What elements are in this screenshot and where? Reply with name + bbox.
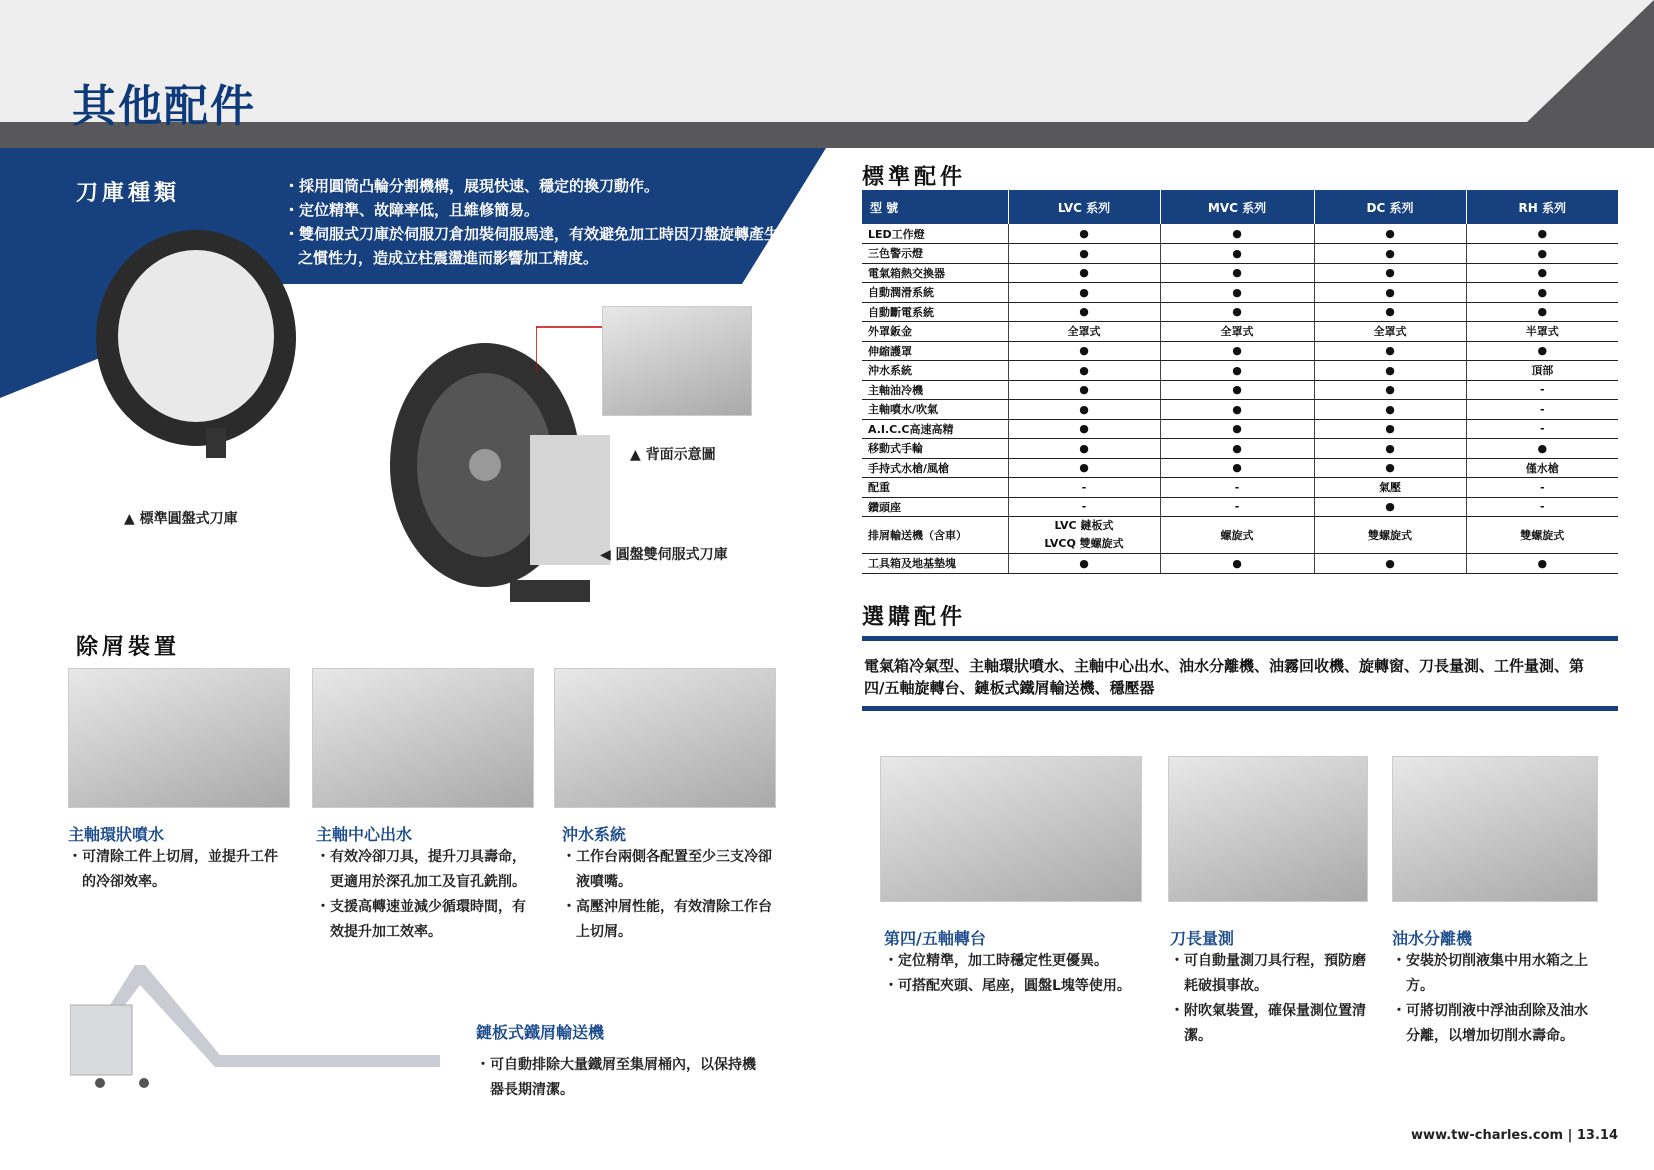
table-row bbox=[862, 554, 1618, 574]
toolmag-bullets bbox=[284, 174, 784, 270]
table-cell: - bbox=[1008, 478, 1160, 498]
conveyor-block bbox=[476, 1020, 766, 1103]
feature-title: 油水分離機 bbox=[1392, 929, 1473, 948]
feature-body bbox=[1170, 949, 1366, 1049]
table-cell: - bbox=[1466, 419, 1618, 439]
table-cell: ● bbox=[1008, 419, 1160, 439]
table-cell: ● bbox=[1008, 554, 1160, 574]
table-header-cell: 型 號 bbox=[862, 190, 1008, 224]
table-row bbox=[862, 244, 1618, 264]
table-cell: ● bbox=[1008, 439, 1160, 459]
table-cell: ● bbox=[1314, 263, 1466, 283]
table-cell: 頂部 bbox=[1466, 361, 1618, 381]
page-title: 其他配件 bbox=[72, 81, 256, 132]
table-cell: ● bbox=[1314, 497, 1466, 517]
table-cell: ● bbox=[1160, 439, 1314, 459]
table-cell: ● bbox=[1160, 419, 1314, 439]
table-cell: 全罩式 bbox=[1160, 322, 1314, 342]
table-cell: ● bbox=[1008, 224, 1160, 244]
caption-standard-magazine: ▲ 標準圓盤式刀庫 bbox=[124, 511, 238, 527]
table-row bbox=[862, 380, 1618, 400]
feature-bullet: ・附吹氣裝置，確保量測位置清潔。 bbox=[1170, 1003, 1366, 1044]
table-cell: ● bbox=[1008, 400, 1160, 420]
conveyor-title: 鏈板式鐵屑輸送機 bbox=[476, 1023, 605, 1042]
table-row-label: 主軸噴水/吹氣 bbox=[862, 400, 1008, 420]
table-row bbox=[862, 497, 1618, 517]
table-row bbox=[862, 419, 1618, 439]
table-row-label: LED工作燈 bbox=[862, 224, 1008, 244]
table-cell: ● bbox=[1314, 439, 1466, 459]
toolmag-bullet: ・雙伺服式刀庫於伺服刀倉加裝伺服馬達，有效避免加工時因刀盤旋轉產生之慣性力，造成立柱震盪進而影響加工精度。 bbox=[284, 225, 780, 267]
table-row bbox=[862, 517, 1618, 554]
standard-accessories-table bbox=[862, 190, 1618, 574]
spindle-ring-coolant-image bbox=[68, 668, 290, 808]
table-row-label: 三色警示燈 bbox=[862, 244, 1008, 264]
back-view-image bbox=[602, 306, 752, 416]
table-cell: ● bbox=[1008, 341, 1160, 361]
conveyor-bullet: ・可自動排除大量鐵屑至集屑桶內，以保持機器長期清潔。 bbox=[476, 1057, 756, 1098]
optional-title: 選購配件 bbox=[862, 605, 967, 630]
feature-bullet: ・定位精準，加工時穩定性更優異。 bbox=[884, 953, 1108, 969]
chip-item-3 bbox=[562, 822, 782, 945]
table-cell: ● bbox=[1314, 283, 1466, 303]
table-row-label: 鑽頭座 bbox=[862, 497, 1008, 517]
table-row bbox=[862, 224, 1618, 244]
table-cell: ● bbox=[1314, 361, 1466, 381]
chip-item-body bbox=[562, 845, 782, 945]
table-cell: ● bbox=[1160, 458, 1314, 478]
table-cell: 氣壓 bbox=[1314, 478, 1466, 498]
table-cell: ● bbox=[1466, 439, 1618, 459]
table-cell: 僅水槍 bbox=[1466, 458, 1618, 478]
table-cell: ● bbox=[1160, 400, 1314, 420]
table-row-label: 沖水系統 bbox=[862, 361, 1008, 381]
table-header-cell: LVC 系列 bbox=[1008, 190, 1160, 224]
table-cell: ● bbox=[1314, 458, 1466, 478]
conveyor-body bbox=[476, 1053, 766, 1103]
feature-bullet: ・可搭配夾頭、尾座，圓盤L塊等使用。 bbox=[884, 978, 1131, 994]
table-cell: ● bbox=[1314, 419, 1466, 439]
table-cell: 雙螺旋式 bbox=[1314, 517, 1466, 554]
chip-item-bullet: ・支援高轉速並減少循環時間，有效提升加工效率。 bbox=[316, 899, 526, 940]
table-cell: ● bbox=[1314, 380, 1466, 400]
table-header-cell: MVC 系列 bbox=[1160, 190, 1314, 224]
table-row bbox=[862, 439, 1618, 459]
table-cell: ● bbox=[1160, 224, 1314, 244]
chip-item-title: 主軸環狀噴水 bbox=[68, 825, 165, 844]
table-row bbox=[862, 341, 1618, 361]
table-row-label: 電氣箱熱交換器 bbox=[862, 263, 1008, 283]
chip-item-1 bbox=[68, 822, 288, 895]
table-cell: ● bbox=[1314, 341, 1466, 361]
table-row-label: 伸縮護罩 bbox=[862, 341, 1008, 361]
feature-1 bbox=[884, 926, 1152, 999]
toolmag-bullet: ・採用圓筒凸輪分割機構，展現快速、穩定的換刀動作。 bbox=[284, 177, 660, 195]
feature-bullet: ・安裝於切削液集中用水箱之上方。 bbox=[1392, 953, 1588, 994]
flushing-system-image bbox=[554, 668, 776, 808]
feature-bullet: ・可自動量測刀具行程，預防磨耗破損事故。 bbox=[1170, 953, 1366, 994]
table-cell: 全罩式 bbox=[1008, 322, 1160, 342]
table-row bbox=[862, 361, 1618, 381]
table-cell: ● bbox=[1160, 263, 1314, 283]
table-cell: - bbox=[1466, 400, 1618, 420]
optional-text: 電氣箱冷氣型、主軸環狀噴水、主軸中心出水、油水分離機、油霧回收機、旋轉窗、刀長量測、工件量測、第四/五軸旋轉台、鏈板式鐵屑輸送機、穩壓器 bbox=[864, 657, 1585, 697]
table-cell: ● bbox=[1008, 283, 1160, 303]
chip-item-body bbox=[68, 845, 288, 895]
table-cell: ● bbox=[1466, 302, 1618, 322]
table-cell: ● bbox=[1008, 361, 1160, 381]
chip-item-bullet: ・可清除工件上切屑，並提升工件的冷卻效率。 bbox=[68, 849, 278, 890]
table-row-label: A.I.C.C高速高精 bbox=[862, 419, 1008, 439]
table-cell: ● bbox=[1160, 361, 1314, 381]
feature-3 bbox=[1392, 926, 1598, 1049]
table-cell: - bbox=[1160, 478, 1314, 498]
table-cell: - bbox=[1160, 497, 1314, 517]
table-row-label: 排屑輸送機（含車） bbox=[862, 517, 1008, 554]
table-row-label: 主軸油冷機 bbox=[862, 380, 1008, 400]
table-cell: 雙螺旋式 bbox=[1466, 517, 1618, 554]
table-row bbox=[862, 458, 1618, 478]
table-cell: ● bbox=[1314, 244, 1466, 264]
table-cell: ● bbox=[1160, 302, 1314, 322]
table-header-row bbox=[862, 190, 1618, 224]
table-cell: ● bbox=[1160, 244, 1314, 264]
rotary-table-image bbox=[880, 756, 1142, 902]
table-cell: - bbox=[1466, 478, 1618, 498]
footer-url-page: www.tw-charles.com | 13.14 bbox=[1411, 1128, 1618, 1143]
table-row bbox=[862, 478, 1618, 498]
tool-length-measure-image bbox=[1168, 756, 1368, 902]
chip-item-bullet: ・高壓沖屑性能，有效清除工作台上切屑。 bbox=[562, 899, 772, 940]
feature-body bbox=[884, 949, 1152, 999]
toolmag-bullet: ・定位精準、故障率低，且維修簡易。 bbox=[284, 201, 540, 219]
table-row-label: 工具箱及地基墊塊 bbox=[862, 554, 1008, 574]
table-cell: ● bbox=[1160, 341, 1314, 361]
table-cell: ● bbox=[1466, 244, 1618, 264]
standard-tool-magazine-image bbox=[86, 228, 306, 468]
chip-title: 除屑裝置 bbox=[76, 635, 181, 660]
table-cell: ● bbox=[1314, 400, 1466, 420]
table-row-label: 手持式水槍/風槍 bbox=[862, 458, 1008, 478]
chip-item-bullet: ・工作台兩側各配置至少三支冷卻液噴嘴。 bbox=[562, 849, 772, 890]
feature-2 bbox=[1170, 926, 1366, 1049]
table-cell: ● bbox=[1160, 283, 1314, 303]
chip-item-title: 沖水系統 bbox=[562, 825, 627, 844]
table-cell: 半罩式 bbox=[1466, 322, 1618, 342]
chip-item-bullet: ・有效冷卻刀具，提升刀具壽命，更適用於深孔加工及盲孔銑削。 bbox=[316, 849, 526, 890]
table-cell: ● bbox=[1008, 458, 1160, 478]
table-cell: ● bbox=[1466, 224, 1618, 244]
table-cell: - bbox=[1466, 380, 1618, 400]
table-row bbox=[862, 400, 1618, 420]
table-row-label: 外罩鈑金 bbox=[862, 322, 1008, 342]
table-row-label: 配重 bbox=[862, 478, 1008, 498]
table-row bbox=[862, 263, 1618, 283]
table-cell: ● bbox=[1008, 244, 1160, 264]
callout-line bbox=[536, 325, 606, 373]
table-cell: 全罩式 bbox=[1314, 322, 1466, 342]
table-row bbox=[862, 302, 1618, 322]
table-row-label: 自動潤滑系統 bbox=[862, 283, 1008, 303]
table-cell: 螺旋式 bbox=[1160, 517, 1314, 554]
dual-servo-magazine-image bbox=[380, 340, 620, 620]
chip-conveyor-image bbox=[70, 955, 450, 1095]
table-row-label: 自動斷電系統 bbox=[862, 302, 1008, 322]
feature-body bbox=[1392, 949, 1598, 1049]
table-cell: ● bbox=[1160, 554, 1314, 574]
table-cell: ● bbox=[1314, 554, 1466, 574]
toolmag-title: 刀庫種類 bbox=[76, 181, 181, 206]
table-cell: ● bbox=[1466, 341, 1618, 361]
table-cell: - bbox=[1466, 497, 1618, 517]
chip-item-title: 主軸中心出水 bbox=[316, 825, 413, 844]
feature-title: 第四/五軸轉台 bbox=[884, 929, 986, 948]
table-cell: ● bbox=[1466, 263, 1618, 283]
table-row bbox=[862, 322, 1618, 342]
caption-dual-servo: ◀ 圓盤雙伺服式刀庫 bbox=[600, 547, 728, 563]
through-spindle-coolant-image bbox=[312, 668, 534, 808]
optional-rule-bottom bbox=[862, 706, 1618, 711]
optional-rule-top bbox=[862, 636, 1618, 641]
table-cell: ● bbox=[1160, 380, 1314, 400]
feature-title: 刀長量測 bbox=[1170, 929, 1235, 948]
table-cell: ● bbox=[1008, 263, 1160, 283]
table-cell: ● bbox=[1008, 380, 1160, 400]
table-cell: - bbox=[1008, 497, 1160, 517]
table-cell: ● bbox=[1314, 224, 1466, 244]
table-row bbox=[862, 283, 1618, 303]
table-cell: ● bbox=[1466, 283, 1618, 303]
caption-back-view: ▲ 背面示意圖 bbox=[630, 447, 716, 463]
oil-skimmer-image bbox=[1392, 756, 1598, 902]
table-header-cell: DC 系列 bbox=[1314, 190, 1466, 224]
chip-item-2 bbox=[316, 822, 526, 945]
table-cell: LVC 鏈板式 LVCQ 雙螺旋式 bbox=[1008, 517, 1160, 554]
feature-bullet: ・可將切削液中浮油刮除及油水分離，以增加切削水壽命。 bbox=[1392, 1003, 1588, 1044]
table-cell: ● bbox=[1008, 302, 1160, 322]
table-cell: ● bbox=[1466, 554, 1618, 574]
chip-item-body bbox=[316, 845, 526, 945]
table-row-label: 移動式手輪 bbox=[862, 439, 1008, 459]
standard-title: 標準配件 bbox=[862, 165, 967, 190]
table-cell: ● bbox=[1314, 302, 1466, 322]
table-header-cell: RH 系列 bbox=[1466, 190, 1618, 224]
